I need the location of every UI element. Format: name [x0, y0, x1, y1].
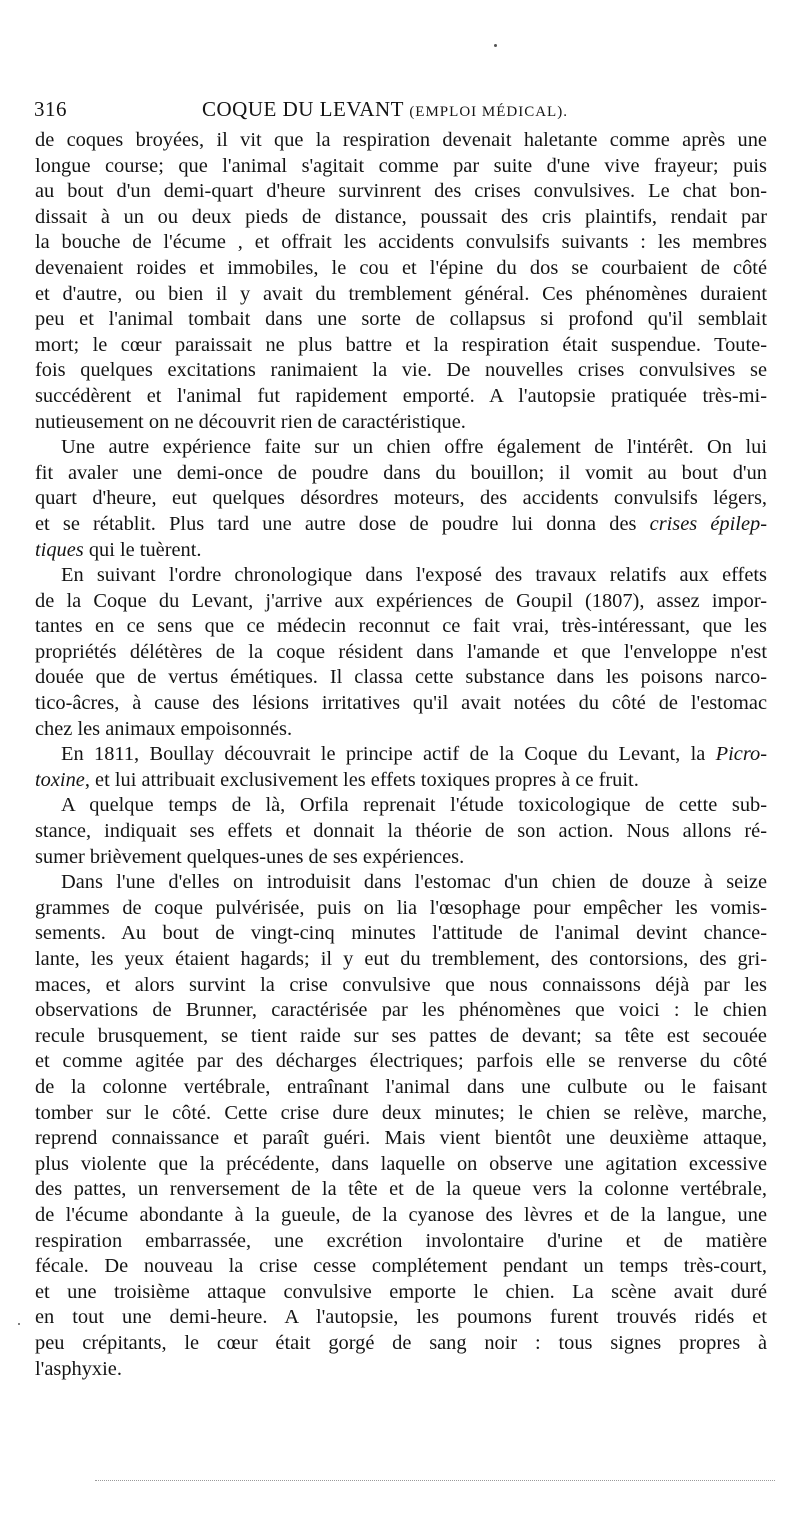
text-line: de l'écume abondante à la gueule, de la cyanose des lèvres et de la langue, une	[35, 1203, 767, 1226]
text-segment: qui le tuèrent.	[83, 538, 202, 561]
text-line: A quelque temps de là, Orfila reprenait l'étude toxicologique de cette sub-	[61, 794, 767, 817]
running-title-subtitle: (EMPLOI MÉDICAL).	[409, 104, 568, 120]
text-segment: , et lui attribuait exclusivement les effets toxiques propres à ce fruit.	[84, 768, 639, 791]
text-line	[35, 538, 767, 564]
text-line: succédèrent et l'animal fut rapidement emporté. A l'autopsie pratiquée très-mi-	[35, 384, 767, 407]
text-line: fois quelques excitations ranimaient la vie. De nouvelles crises convulsives se	[35, 359, 767, 382]
text-line: lante, les yeux étaient hagards; il y eut du tremblement, des contorsions, des gri-	[35, 948, 767, 970]
running-title-main: COQUE DU LEVANT	[202, 97, 404, 121]
text-line: reprend connaissance et paraît guéri. Mais vient bientôt une deuxième attaque,	[35, 1127, 767, 1150]
print-speck	[18, 1323, 20, 1325]
paragraph-orfila	[35, 793, 767, 870]
text-line: En suivant l'ordre chronologique dans l'exposé des travaux relatifs aux effets	[61, 564, 767, 587]
paragraph-goupil	[35, 563, 767, 742]
text-line	[35, 742, 767, 768]
text-line: de la colonne vertébrale, entraînant l'animal dans une culbute ou le faisant	[35, 1075, 767, 1098]
text-line: l'asphyxie.	[35, 1357, 122, 1380]
text-line: la bouche de l'écume , et offrait les accidents convulsifs suivants : les membres	[35, 231, 767, 254]
text-line: et une troisième attaque convulsive emporte le chien. La scène avait duré	[35, 1280, 767, 1303]
italic-term: crises épilep-	[649, 512, 767, 535]
text-line: longue course; que l'animal s'agitait comme par suite d'une vive frayeur; puis	[35, 154, 767, 177]
text-line: mort; le cœur paraissait ne plus battre et la respiration était suspendue. Toute-	[35, 333, 767, 356]
text-line: en tout une demi-heure. A l'autopsie, les poumons furent trouvés ridés et	[35, 1306, 767, 1329]
footer-dotted-rule	[95, 1480, 775, 1481]
italic-term: tiques	[35, 538, 84, 561]
text-line: chez les animaux empoisonnés.	[35, 717, 293, 740]
text-line: de coques broyées, il vit que la respiration devenait haletante comme après une	[35, 129, 767, 151]
text-line: observations de Brunner, caractérisée par les phénomènes que voici : le chien	[35, 999, 767, 1022]
text-line: grammes de coque pulvérisée, puis on lia l'œsophage pour empêcher les vomis-	[35, 896, 767, 919]
text-line: fit avaler une demi-once de poudre dans du bouillon; il vomit au bout d'un	[35, 461, 767, 484]
text-line: et comme agitée par des décharges électriques; parfois elle se renverse du côté	[35, 1050, 767, 1073]
page-number: 316	[34, 97, 67, 121]
text-line: des pattes, un renversement de la tête et de la queue vers la colonne vertébrale,	[35, 1178, 767, 1201]
paragraph-boullay	[35, 742, 767, 793]
text-line: plus violente que la précédente, dans laquelle on observe une agitation excessive	[35, 1152, 767, 1175]
paragraph-orfila-experiment	[35, 870, 767, 1382]
italic-term: Picro-	[715, 743, 767, 766]
text-line: tico-âcres, à cause des lésions irritatives qu'il avait notées du côté de l'estomac	[35, 692, 767, 715]
text-line: au bout d'un demi-quart d'heure survinrent des crises convulsives. Le chat bon-	[35, 180, 767, 203]
text-line: tantes en ce sens que ce médecin reconnut ce fait vrai, très-intéressant, que les	[35, 615, 767, 638]
text-line	[35, 512, 767, 538]
text-line: stance, indiquait ses effets et donnait la théorie de son action. Nous allons ré-	[35, 820, 767, 843]
text-segment: En 1811, Boullay découvrait le principe actif de la Coque du Levant, la	[61, 743, 716, 766]
text-line: respiration embarrassée, une excrétion involontaire d'urine et de matière	[35, 1229, 767, 1252]
text-segment: et se rétablit. Plus tard une autre dose de poudre lui donna des	[35, 512, 650, 535]
text-line: Une autre expérience faite sur un chien offre également de l'intérêt. On lui	[61, 436, 767, 459]
text-line: Dans l'une d'elles on introduisit dans l'estomac d'un chien de douze à seize	[61, 871, 767, 894]
text-line: sements. Au bout de vingt-cinq minutes l'attitude de l'animal devint chance-	[35, 922, 767, 945]
body-text	[35, 128, 767, 1382]
text-line: et d'autre, ou bien il y avait du tremblement général. Ces phénomènes duraient	[35, 282, 767, 305]
running-title	[202, 97, 568, 122]
text-line	[35, 768, 767, 794]
paragraph-cat-experiment	[35, 128, 767, 435]
print-speck	[494, 44, 497, 47]
running-header	[34, 97, 774, 127]
text-line: peu et l'animal tombait dans une sorte de collapsus si profond qu'il semblait	[35, 308, 767, 331]
text-line: de la Coque du Levant, j'arrive aux expériences de Goupil (1807), assez impor-	[35, 589, 767, 612]
text-line: sumer brièvement quelques-unes de ses expériences.	[35, 845, 465, 868]
text-line: propriétés délétères de la coque résident dans l'amande et que l'enveloppe n'est	[35, 640, 767, 663]
text-line: peu crépitants, le cœur était gorgé de sang noir : tous signes propres à	[35, 1331, 767, 1354]
italic-term: toxine	[35, 768, 85, 791]
paragraph-dog-experiment	[35, 435, 767, 563]
text-line: fécale. De nouveau la crise cesse complétement pendant un temps très-court,	[35, 1255, 767, 1278]
text-line: recule brusquement, se tient raide sur ses pattes de devant; sa tête est secouée	[35, 1024, 767, 1047]
text-line: devenaient roides et immobiles, le cou et l'épine du dos se courbaient de côté	[35, 256, 767, 279]
text-line: tomber sur le côté. Cette crise dure deux minutes; le chien se relève, marche,	[35, 1101, 767, 1124]
text-line: douée que de vertus émétiques. Il classa cette substance dans les poisons narco-	[35, 666, 767, 689]
text-line: quart d'heure, eut quelques désordres moteurs, des accidents convulsifs légers,	[35, 487, 767, 510]
text-line: nutieusement on ne découvrit rien de caractéristique.	[35, 410, 466, 433]
text-line: dissait à un ou deux pieds de distance, poussait des cris plaintifs, rendait par	[35, 205, 767, 228]
text-line: maces, et alors survint la crise convulsive que nous connaissons déjà par les	[35, 973, 767, 996]
